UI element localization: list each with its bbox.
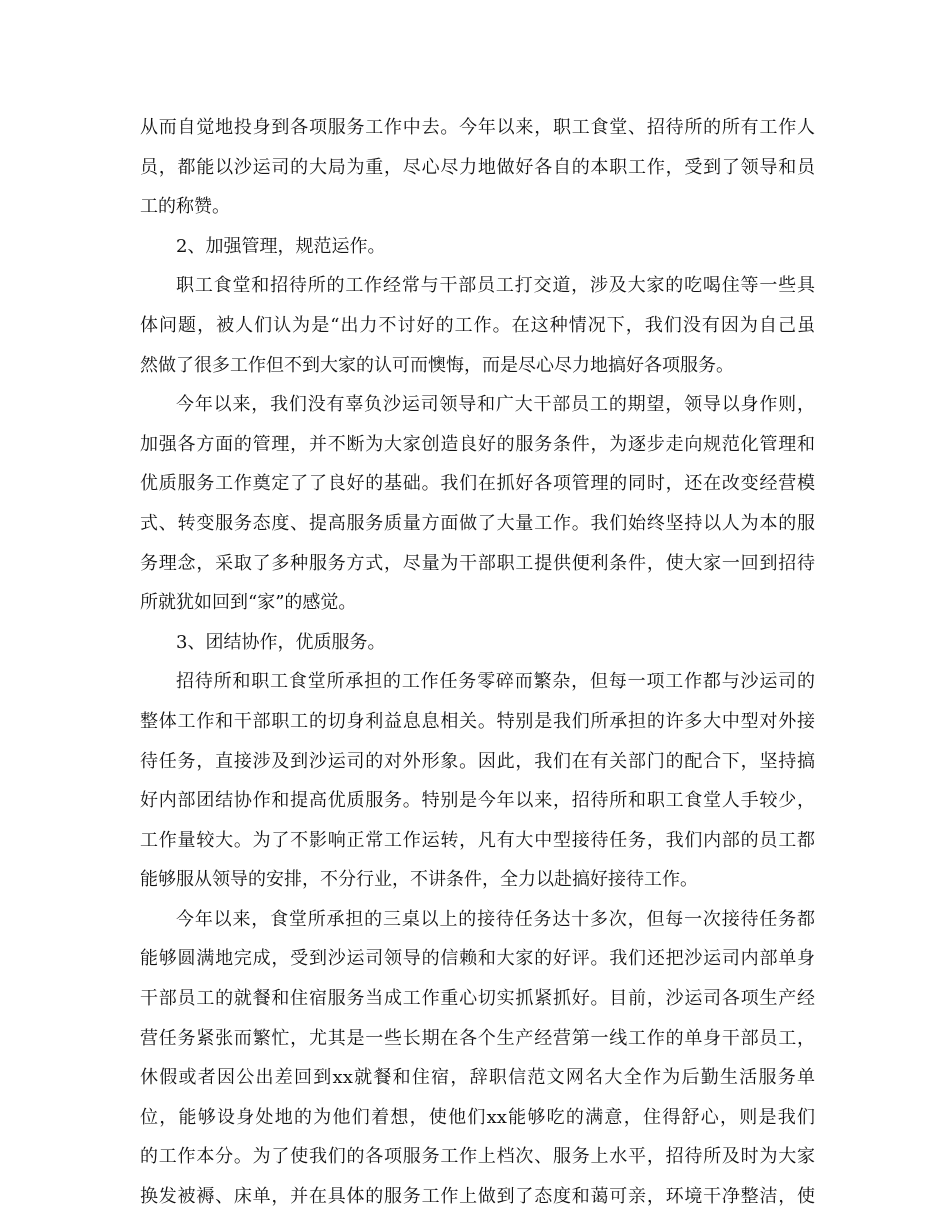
text-line: 3、团结协作，优质服务。 xyxy=(176,631,386,653)
text-line: 优质服务工作奠定了了良好的基础。我们在抓好各项管理的同时，还在改变经营模 xyxy=(140,473,815,495)
text-line: 干部员工的就餐和住宿服务当成工作重心切实抓紧抓好。目前，沙运司各项生产经 xyxy=(140,988,815,1010)
text-line: 2、加强管理，规范运作。 xyxy=(176,235,386,257)
document-body xyxy=(140,108,815,1217)
text-line: 休假或者因公出差回到xx就餐和住宿，辞职信范文网名大全作为后勤生活服务单 xyxy=(140,1067,815,1089)
text-line: 员，都能以沙运司的大局为重，尽心尽力地做好各自的本职工作，受到了领导和员 xyxy=(140,156,815,178)
text-line: 从而自觉地投身到各项服务工作中去。今年以来，职工食堂、招待所的所有工作人 xyxy=(140,117,815,138)
text-line: 今年以来，食堂所承担的三桌以上的接待任务达十多次，但每一次接待任务都 xyxy=(176,908,815,930)
text-line: 位，能够设身处地的为他们着想，使他们xx能够吃的满意，住得舒心，则是我们 xyxy=(140,1106,815,1128)
text-line: 务理念，采取了多种服务方式，尽量为干部职工提供便利条件，使大家一回到招待 xyxy=(140,552,815,574)
text-line: 职工食堂和招待所的工作经常与干部员工打交道，涉及大家的吃喝住等一些具 xyxy=(176,275,815,297)
text-line: 加强各方面的管理，并不断为大家创造良好的服务条件，为逐步走向规范化管理和 xyxy=(140,433,815,455)
text-line: 待任务，直接涉及到沙运司的对外形象。因此，我们在有关部门的配合下，坚持搞 xyxy=(140,750,815,772)
text-line: 能够圆满地完成，受到沙运司领导的信赖和大家的好评。我们还把沙运司内部单身 xyxy=(140,948,815,970)
text-line: 所就犹如回到“家”的感觉。 xyxy=(140,592,357,614)
text-line: 招待所和职工食堂所承担的工作任务零碎而繁杂，但每一项工作都与沙运司的 xyxy=(176,671,815,693)
text-line: 今年以来，我们没有辜负沙运司领导和广大干部员工的期望，领导以身作则， xyxy=(176,394,815,416)
text-line: 的工作本分。为了使我们的各项服务工作上档次、服务上水平，招待所及时为大家 xyxy=(140,1146,815,1168)
text-line: 然做了很多工作但不到大家的认可而懊悔，而是尽心尽力地搞好各项服务。 xyxy=(140,354,734,376)
text-line: 体问题，被人们认为是“出力不讨好的工作。在这种情况下，我们没有因为自己虽 xyxy=(140,314,815,336)
text-line: 好内部团结协作和提高优质服务。特别是今年以来，招待所和职工食堂人手较少， xyxy=(140,790,815,812)
text-line: 式、转变服务态度、提高服务质量方面做了大量工作。我们始终坚持以人为本的服 xyxy=(140,512,815,534)
text-line: 工的称赞。 xyxy=(140,196,230,218)
text-line: 能够服从领导的安排，不分行业，不讲条件，全力以赴搞好接待工作。 xyxy=(140,869,698,891)
text-line: 营任务紧张而繁忙，尤其是一些长期在各个生产经营第一线工作的单身干部员工， xyxy=(140,1027,815,1049)
text-line: 整体工作和干部职工的切身利益息息相关。特别是我们所承担的许多大中型对外接 xyxy=(140,710,815,732)
text-line: 工作量较大。为了不影响正常工作运转，凡有大中型接待任务，我们内部的员工都 xyxy=(140,829,815,851)
text-line: 换发被褥、床单，并在具体的服务工作上做到了态度和蔼可亲，环境干净整洁，使 xyxy=(140,1186,815,1208)
